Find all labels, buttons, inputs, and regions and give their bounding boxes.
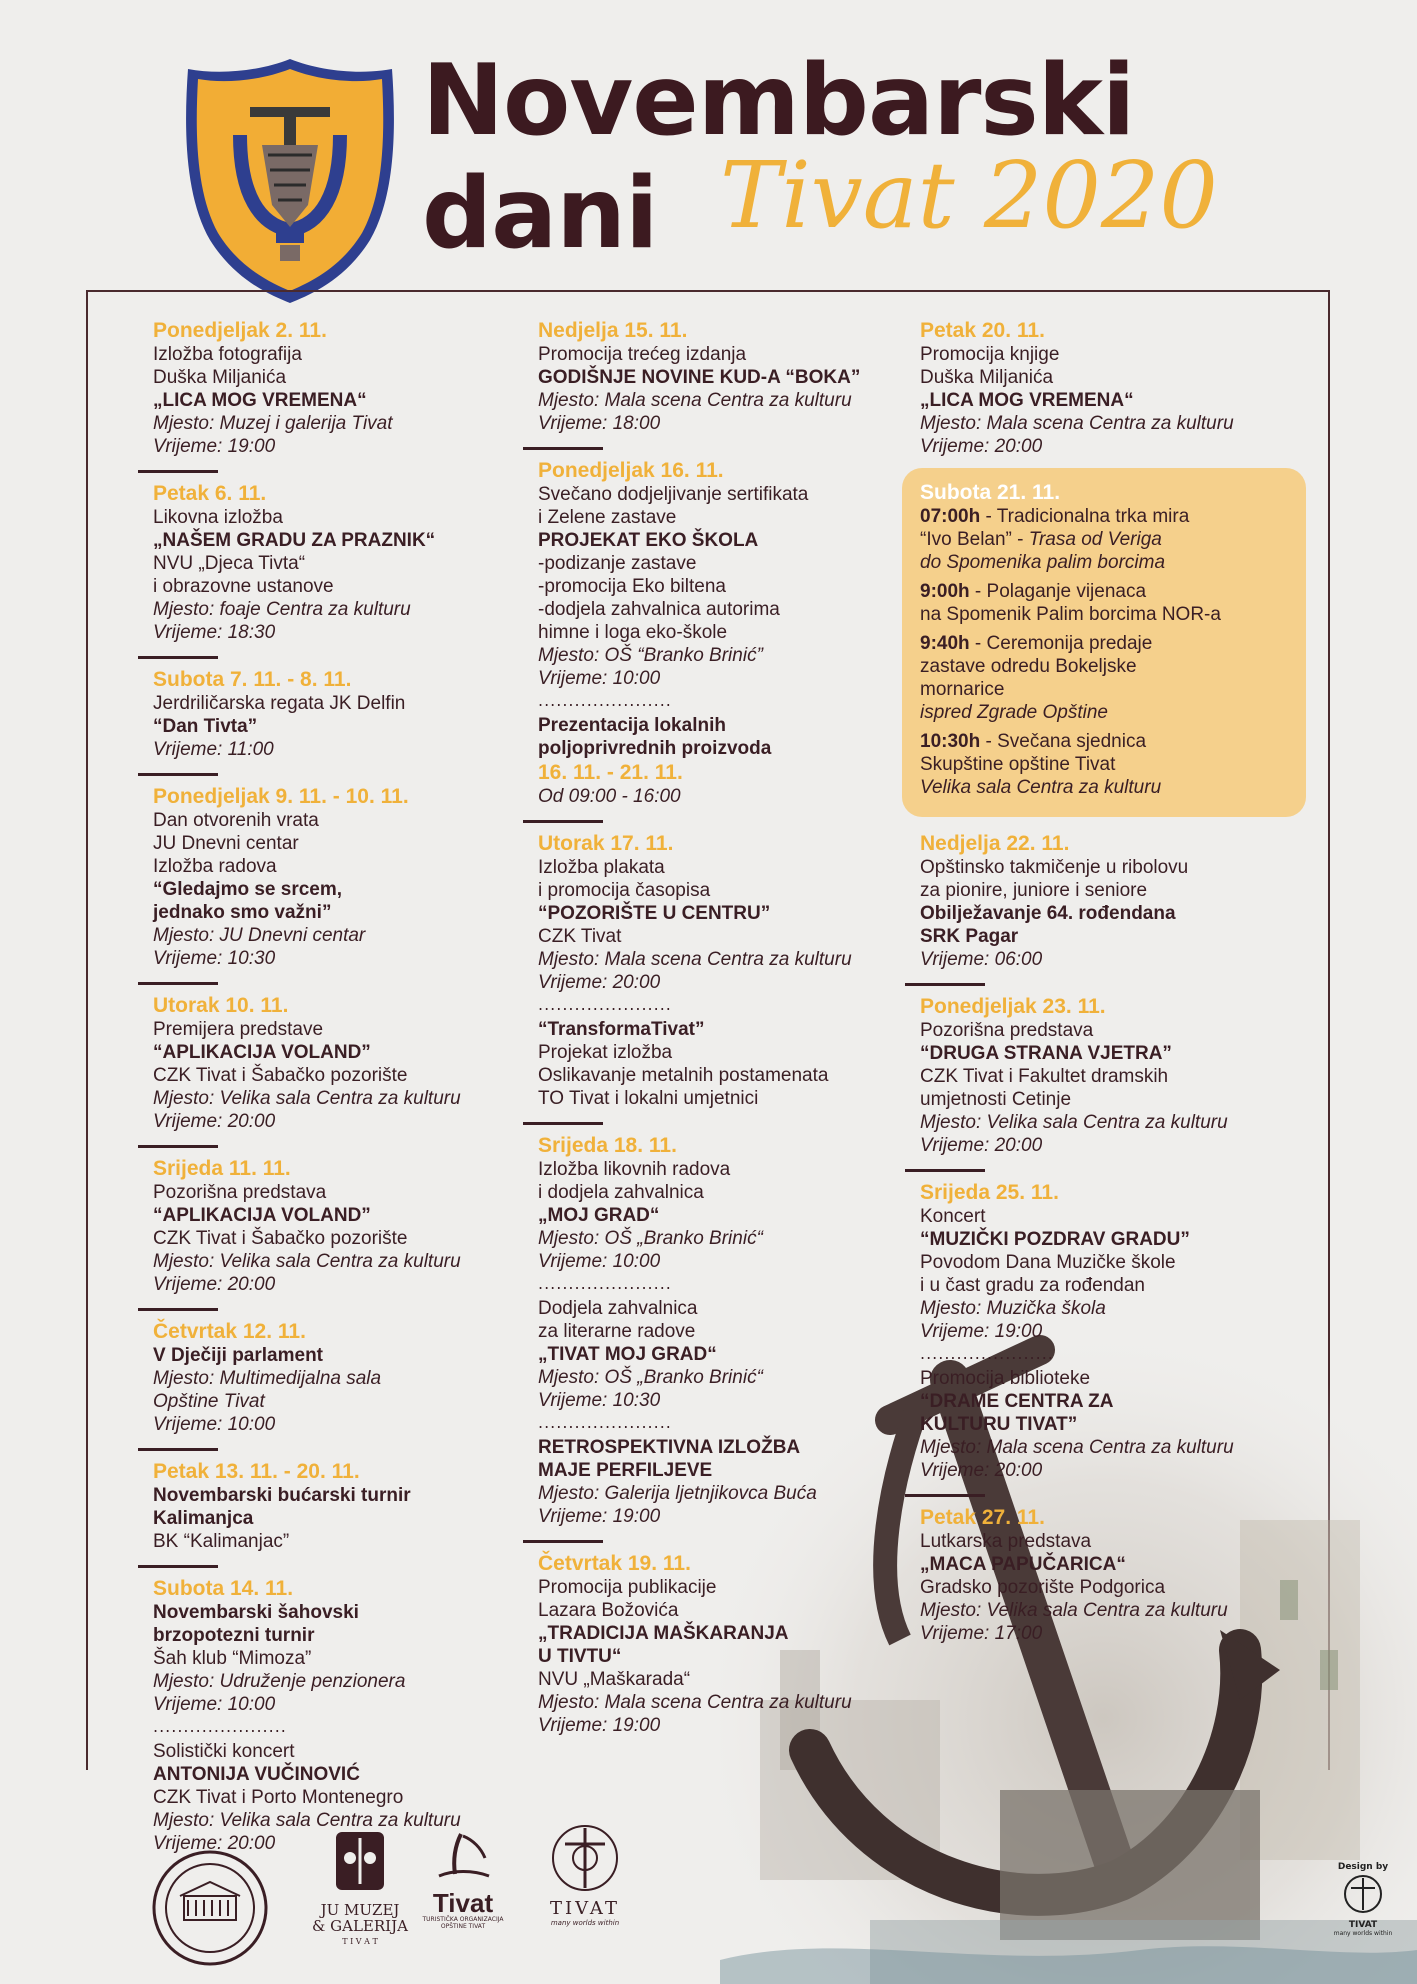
event-detail: Vrijeme: 19:00 — [538, 1506, 661, 1527]
event-separator — [523, 1540, 603, 1543]
event-text: Lutkarska predstava — [920, 1531, 1092, 1552]
event-date: 16. 11. - 21. 11. — [538, 761, 683, 784]
event-entry — [538, 831, 908, 1110]
event-text: za literarne radove — [538, 1321, 696, 1342]
tivat-name: TIVAT — [550, 1898, 620, 1919]
event-text: za pionire, juniore i seniore — [920, 880, 1148, 901]
schedule-text: na Spomenik Palim borcima NOR-a — [920, 604, 1221, 625]
schedule-text: ispred Zgrade Opštine — [920, 702, 1108, 723]
event-title: Novembarski šahovski — [153, 1602, 359, 1623]
muzej-line1: JU MUZEJ — [320, 1901, 400, 1919]
event-detail: Mjesto: OŠ „Branko Brinić“ — [538, 1367, 763, 1388]
event-detail: Vrijeme: 10:00 — [538, 668, 661, 689]
event-text: i obrazovne ustanove — [153, 576, 334, 597]
event-text: Koncert — [920, 1206, 986, 1227]
schedule-time: 9:00h — [920, 581, 970, 602]
turisticka-organizacija-logo — [408, 1830, 518, 1970]
event-text: Likovna izložba — [153, 507, 283, 528]
event-entry — [153, 1319, 523, 1436]
event-detail: Mjesto: Velika sala Centra za kulturu — [153, 1251, 461, 1272]
tivat-brand-logo — [540, 1820, 630, 1970]
design-emblem-icon — [1341, 1872, 1385, 1916]
event-separator — [905, 983, 985, 986]
muzej-line2: & GALERIJA — [312, 1917, 408, 1935]
event-title: “APLIKACIJA VOLAND” — [153, 1042, 371, 1063]
event-entry — [153, 667, 523, 761]
schedule-text: - Svečana sjednica — [980, 731, 1147, 752]
muzej-icon — [330, 1828, 390, 1898]
event-title: jednako smo važni” — [153, 902, 332, 923]
event-date: Utorak 17. 11. — [538, 832, 674, 855]
event-detail: Vrijeme: 18:00 — [538, 413, 661, 434]
event-separator — [905, 1169, 985, 1172]
event-title: “MUZIČKI POZDRAV GRADU” — [920, 1229, 1190, 1250]
schedule-text: - Tradicionalna trka mira — [980, 506, 1190, 527]
event-detail: Opštine Tivat — [153, 1391, 265, 1412]
event-separator — [138, 1308, 218, 1311]
muzej-galerija-logo — [300, 1828, 420, 1978]
event-detail: Vrijeme: 20:00 — [538, 972, 661, 993]
tivat-tagline: many worlds within — [550, 1919, 620, 1927]
event-text: Lazara Božovića — [538, 1600, 679, 1621]
event-text: Povodom Dana Muzičke škole — [920, 1252, 1176, 1273]
event-detail: Vrijeme: 10:30 — [153, 948, 276, 969]
event-title: U TIVTU“ — [538, 1646, 622, 1667]
event-detail: Mjesto: Velika sala Centra za kulturu — [153, 1810, 461, 1831]
tivat-coat-of-arms-icon — [180, 55, 400, 305]
event-date: Nedjelja 15. 11. — [538, 319, 688, 342]
event-text: -podizanje zastave — [538, 553, 697, 574]
event-text: Opštinsko takmičenje u ribolovu — [920, 857, 1189, 878]
event-detail: Vrijeme: 19:00 — [538, 1715, 661, 1736]
event-detail: Mjesto: Muzička škola — [920, 1298, 1106, 1319]
to-sub1: TURISTIČKA ORGANIZACIJA — [422, 1916, 504, 1923]
event-date: Ponedjeljak 16. 11. — [538, 459, 724, 482]
event-entry — [538, 458, 908, 808]
schedule-time: 9:40h — [920, 633, 970, 654]
schedule-time: 07:00h — [920, 506, 981, 527]
event-detail: Vrijeme: 19:00 — [920, 1321, 1043, 1342]
event-text: NVU „Djeca Tivta“ — [153, 553, 306, 574]
event-date: Subota 7. 11. - 8. 11. — [153, 668, 352, 691]
event-entry — [153, 1459, 523, 1553]
czk-seal-logo — [150, 1848, 270, 1968]
event-title: KULTURU TIVAT” — [920, 1414, 1078, 1435]
program-column-1 — [153, 318, 523, 1855]
event-text: Šah klub “Mimoza” — [153, 1648, 312, 1669]
event-text: CZK Tivat — [538, 926, 622, 947]
dotted-divider: ...................... — [920, 1344, 1054, 1363]
schedule-location: Trasa od Veriga — [1028, 529, 1162, 550]
event-title: GODIŠNJE NOVINE KUD-A “BOKA” — [538, 367, 861, 388]
event-entry — [538, 1551, 908, 1737]
poster-title-line2: dani — [422, 157, 658, 271]
to-name: Tivat — [432, 1888, 494, 1918]
event-separator — [138, 1145, 218, 1148]
event-detail: Vrijeme: 20:00 — [920, 1135, 1043, 1156]
event-entry — [920, 1505, 1300, 1645]
event-entry — [153, 481, 523, 644]
event-detail: Vrijeme: 17:00 — [920, 1623, 1043, 1644]
event-detail: Vrijeme: 20:00 — [153, 1833, 276, 1854]
event-title: „LICA MOG VREMENA“ — [920, 390, 1134, 411]
event-detail: Vrijeme: 11:00 — [153, 739, 274, 760]
event-text: i u čast gradu za rođendan — [920, 1275, 1145, 1296]
muzej-line3: T I V A T — [342, 1937, 378, 1946]
event-entry — [538, 318, 908, 435]
event-entry — [920, 318, 1300, 458]
event-detail: Mjesto: Galerija ljetnjikovca Buća — [538, 1483, 817, 1504]
event-entry — [920, 831, 1300, 971]
event-title: V Dječiji parlament — [153, 1345, 324, 1366]
event-text: CZK Tivat i Šabačko pozorište — [153, 1065, 408, 1086]
event-title: “DRAME CENTRA ZA — [920, 1391, 1114, 1412]
event-detail: Vrijeme: 20:00 — [920, 436, 1043, 457]
column-3-before-highlight — [920, 318, 1300, 458]
event-text: Solistički koncert — [153, 1741, 295, 1762]
program-column-2 — [538, 318, 908, 1737]
event-text: Promocija biblioteke — [920, 1368, 1091, 1389]
event-date: Subota 21. 11. — [920, 481, 1061, 504]
event-date: Utorak 10. 11. — [153, 994, 289, 1017]
event-title: „NAŠEM GRADU ZA PRAZNIK“ — [153, 530, 436, 551]
event-separator — [905, 1494, 985, 1497]
event-detail: Mjesto: foaje Centra za kulturu — [153, 599, 411, 620]
event-detail: Vrijeme: 10:30 — [538, 1390, 661, 1411]
schedule-text: - Ceremonija predaje — [969, 633, 1153, 654]
to-tivat-icon — [433, 1830, 493, 1886]
event-detail: Mjesto: OŠ “Branko Brinić” — [538, 645, 763, 666]
event-detail: Mjesto: Mala scena Centra za kulturu — [920, 1437, 1234, 1458]
event-title: Kalimanjca — [153, 1508, 254, 1529]
event-text: Projekat izložba — [538, 1042, 673, 1063]
event-date: Nedjelja 22. 11. — [920, 832, 1070, 855]
event-separator — [138, 1448, 218, 1451]
schedule-text: “Ivo Belan” - — [920, 529, 1029, 550]
schedule-text — [920, 528, 1288, 551]
event-detail: Vrijeme: 10:00 — [538, 1251, 661, 1272]
event-title: „LICA MOG VREMENA“ — [153, 390, 367, 411]
poster-title-line1: Novembarski — [422, 44, 1135, 158]
event-date: Srijeda 18. 11. — [538, 1134, 677, 1157]
event-text: NVU „Maškarada“ — [538, 1669, 691, 1690]
event-title: “Dan Tivta” — [153, 716, 258, 737]
design-name: TIVAT — [1348, 1920, 1378, 1930]
event-title: “DRUGA STRANA VJETRA” — [920, 1043, 1172, 1064]
design-tagline: many worlds within — [1333, 1930, 1393, 1937]
event-detail: Mjesto: Mala scena Centra za kulturu — [920, 413, 1234, 434]
event-title: ANTONIJA VUČINOVIĆ — [153, 1764, 360, 1785]
event-text: Duška Miljanića — [153, 367, 287, 388]
event-title: RETROSPEKTIVNA IZLOŽBA — [538, 1437, 801, 1458]
event-text: Promocija publikacije — [538, 1577, 717, 1598]
schedule-text: Velika sala Centra za kulturu — [920, 777, 1162, 798]
event-title: “APLIKACIJA VOLAND” — [153, 1205, 371, 1226]
event-separator — [523, 447, 603, 450]
event-date: Ponedjeljak 9. 11. - 10. 11. — [153, 785, 409, 808]
event-text: Duška Miljanića — [920, 367, 1054, 388]
schedule-text: do Spomenika palim borcima — [920, 552, 1166, 573]
event-entry — [153, 1576, 523, 1855]
event-detail: Vrijeme: 20:00 — [920, 1460, 1043, 1481]
event-date: Petak 6. 11. — [153, 482, 267, 505]
event-detail: Mjesto: Mala scena Centra za kulturu — [538, 949, 852, 970]
event-detail: Mjesto: OŠ „Branko Brinić“ — [538, 1228, 763, 1249]
event-text: Izložba plakata — [538, 857, 665, 878]
event-text: TO Tivat i lokalni umjetnici — [538, 1088, 759, 1109]
event-detail: Vrijeme: 10:00 — [153, 1414, 276, 1435]
event-detail: Mjesto: Multimedijalna sala — [153, 1368, 382, 1389]
event-date: Ponedjeljak 23. 11. — [920, 995, 1106, 1018]
event-title: “POZORIŠTE U CENTRU” — [538, 903, 771, 924]
event-text: Promocija trećeg izdanja — [538, 344, 747, 365]
event-text: Pozorišna predstava — [920, 1020, 1094, 1041]
event-text: Svečano dodjeljivanje sertifikata — [538, 484, 809, 505]
dotted-divider: ...................... — [538, 995, 672, 1014]
schedule-time: 10:30h — [920, 731, 981, 752]
event-text: Izložba fotografija — [153, 344, 302, 365]
event-detail: Mjesto: Udruženje penzionera — [153, 1671, 406, 1692]
schedule-text: mornarice — [920, 679, 1005, 700]
event-text: himne i loga eko-škole — [538, 622, 728, 643]
dotted-divider: ...................... — [538, 1274, 672, 1293]
event-separator — [523, 1122, 603, 1125]
event-separator — [138, 1565, 218, 1568]
event-text: Dodjela zahvalnica — [538, 1298, 698, 1319]
event-detail: Vrijeme: 20:00 — [153, 1274, 276, 1295]
event-detail: Vrijeme: 06:00 — [920, 949, 1043, 970]
event-detail: Od 09:00 - 16:00 — [538, 786, 681, 807]
event-date: Petak 20. 11. — [920, 319, 1045, 342]
event-text: Izložba likovnih radova — [538, 1159, 731, 1180]
event-date: Petak 27. 11. — [920, 1506, 1045, 1529]
event-detail: Mjesto: JU Dnevni centar — [153, 925, 366, 946]
event-text: Dan otvorenih vrata — [153, 810, 319, 831]
event-title: „MOJ GRAD“ — [538, 1205, 660, 1226]
event-title: SRK Pagar — [920, 926, 1019, 947]
event-title: Obilježavanje 64. rođendana — [920, 903, 1176, 924]
event-text: BK “Kalimanjac” — [153, 1531, 290, 1552]
schedule-item — [920, 632, 1288, 724]
design-credit — [1323, 1862, 1403, 1937]
event-detail: Vrijeme: 19:00 — [153, 436, 276, 457]
event-title: brzopotezni turnir — [153, 1625, 315, 1646]
dotted-divider: ...................... — [538, 691, 672, 710]
dotted-divider: ...................... — [153, 1717, 287, 1736]
event-text: CZK Tivat i Porto Montenegro — [153, 1787, 404, 1808]
event-detail: Vrijeme: 20:00 — [153, 1111, 276, 1132]
event-detail: Mjesto: Mala scena Centra za kulturu — [538, 390, 852, 411]
event-title: „MACA PAPUČARICA“ — [920, 1554, 1126, 1575]
event-title: “Gledajmo se srcem, — [153, 879, 343, 900]
event-text: Premijera predstave — [153, 1019, 324, 1040]
event-title: “TransformaTivat” — [538, 1019, 705, 1040]
event-text: -dodjela zahvalnica autorima — [538, 599, 780, 620]
event-separator — [138, 470, 218, 473]
event-title: PROJEKAT EKO ŠKOLA — [538, 530, 759, 551]
event-separator — [138, 773, 218, 776]
event-text: i promocija časopisa — [538, 880, 711, 901]
event-separator — [523, 820, 603, 823]
schedule-item — [920, 580, 1288, 626]
event-text: Promocija knjige — [920, 344, 1060, 365]
event-title: MAJE PERFILJEVE — [538, 1460, 713, 1481]
event-text: Gradsko pozorište Podgorica — [920, 1577, 1166, 1598]
poster-title-script: Tivat 2020 — [720, 142, 1218, 249]
event-text: CZK Tivat i Šabačko pozorište — [153, 1228, 408, 1249]
event-text: Oslikavanje metalnih postamenata — [538, 1065, 829, 1086]
tivat-emblem-icon — [549, 1820, 621, 1894]
event-text: Pozorišna predstava — [153, 1182, 327, 1203]
event-date: Srijeda 25. 11. — [920, 1181, 1059, 1204]
event-text: Jerdriličarska regata JK Delfin — [153, 693, 406, 714]
event-detail: Mjesto: Mala scena Centra za kulturu — [538, 1692, 852, 1713]
event-date: Četvrtak 12. 11. — [153, 1320, 306, 1343]
event-text: CZK Tivat i Fakultet dramskih — [920, 1066, 1169, 1087]
event-title: „TRADICIJA MAŠKARANJA — [538, 1623, 789, 1644]
dotted-divider: ...................... — [538, 1413, 672, 1432]
event-title: Novembarski bućarski turnir — [153, 1485, 411, 1506]
event-date: Petak 13. 11. - 20. 11. — [153, 1460, 360, 1483]
event-detail: Mjesto: Velika sala Centra za kulturu — [153, 1088, 461, 1109]
event-entry — [920, 994, 1300, 1157]
column-3-after-highlight — [920, 831, 1300, 1645]
highlight-box-subota-21 — [902, 468, 1306, 817]
event-title: Prezentacija lokalnih — [538, 715, 726, 736]
event-entry — [153, 318, 523, 458]
schedule-item — [920, 730, 1288, 799]
event-text: Izložba radova — [153, 856, 277, 877]
event-date: Srijeda 11. 11. — [153, 1157, 291, 1180]
event-title: „TIVAT MOJ GRAD“ — [538, 1344, 717, 1365]
to-sub2: OPŠTINE TIVAT — [440, 1923, 486, 1930]
event-entry — [153, 784, 523, 970]
event-text: -promocija Eko biltena — [538, 576, 726, 597]
event-detail: Vrijeme: 18:30 — [153, 622, 276, 643]
event-detail: Vrijeme: 10:00 — [153, 1694, 276, 1715]
program-column-3 — [920, 318, 1300, 1645]
event-text: i dodjela zahvalnica — [538, 1182, 704, 1203]
schedule-text: zastave odredu Bokeljske — [920, 656, 1137, 677]
event-detail: Mjesto: Velika sala Centra za kulturu — [920, 1600, 1228, 1621]
schedule-text: Skupštine opštine Tivat — [920, 754, 1116, 775]
event-detail: Mjesto: Velika sala Centra za kulturu — [920, 1112, 1228, 1133]
event-text: JU Dnevni centar — [153, 833, 299, 854]
event-date: Ponedjeljak 2. 11. — [153, 319, 327, 342]
design-label: Design by — [1337, 1862, 1389, 1872]
event-date: Subota 14. 11. — [153, 1577, 294, 1600]
event-text: umjetnosti Cetinje — [920, 1089, 1072, 1110]
event-entry — [153, 993, 523, 1133]
event-separator — [138, 656, 218, 659]
event-text: i Zelene zastave — [538, 507, 677, 528]
event-entry — [538, 1133, 908, 1528]
schedule-item — [920, 505, 1288, 574]
event-entry — [153, 1156, 523, 1296]
schedule-text: - Polaganje vijenaca — [969, 581, 1147, 602]
event-entry — [920, 1180, 1300, 1482]
event-date: Četvrtak 19. 11. — [538, 1552, 691, 1575]
event-separator — [138, 982, 218, 985]
event-detail: Mjesto: Muzej i galerija Tivat — [153, 413, 393, 434]
event-title: poljoprivrednih proizvoda — [538, 738, 772, 759]
